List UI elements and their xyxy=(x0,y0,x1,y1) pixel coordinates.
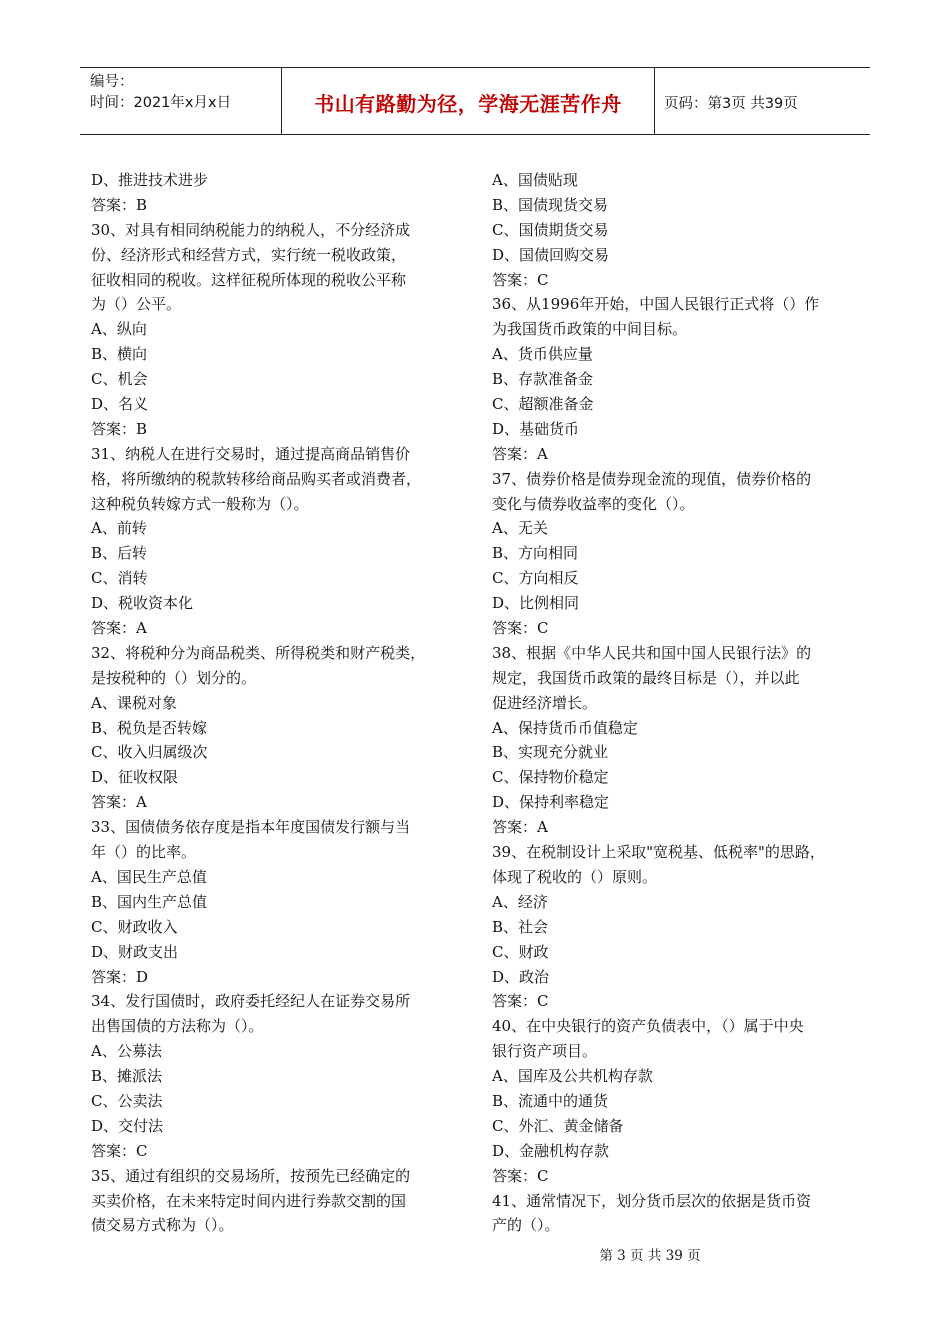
text-line: 年（）的比率。 xyxy=(91,843,197,862)
text-line: 变化与债券收益率的变化（）。 xyxy=(492,494,695,513)
text-line: D、名义 xyxy=(91,395,149,414)
text-line: 35、通过有组织的交易场所，按预先已经确定的 xyxy=(91,1166,411,1185)
text-line: 答案：A xyxy=(91,793,147,812)
text-line: 产的（）。 xyxy=(492,1216,560,1235)
text-line: C、方向相反 xyxy=(492,569,579,588)
text-line: A、保持货币币值稳定 xyxy=(492,718,638,737)
text-line: 答案：B xyxy=(91,419,148,438)
text-line: B、方向相同 xyxy=(492,544,579,563)
text-line: C、超额准备金 xyxy=(492,395,594,414)
text-line: 41、通常情况下，划分货币层次的依据是货币资 xyxy=(492,1191,812,1210)
text-line: 答案：D xyxy=(91,967,149,986)
text-line: D、基础货币 xyxy=(492,419,580,438)
text-line: C、机会 xyxy=(91,370,148,389)
text-line: D、金融机构存款 xyxy=(492,1141,610,1160)
text-line: B、后转 xyxy=(91,544,148,563)
text-line: B、横向 xyxy=(91,345,148,364)
header-divider xyxy=(654,68,655,134)
text-line: 答案：C xyxy=(492,270,549,289)
text-line: 答案：C xyxy=(91,1141,148,1160)
text-line: B、流通中的通货 xyxy=(492,1091,609,1110)
text-line: 36、从1996年开始，中国人民银行正式将（）作 xyxy=(492,295,820,314)
text-line: 答案：A xyxy=(492,444,548,463)
header-meta xyxy=(90,72,231,114)
text-line: 答案：A xyxy=(492,818,548,837)
text-line: 格，将所缴纳的税款转移给商品购买者或消费者， xyxy=(91,469,422,488)
text-line: D、税收资本化 xyxy=(91,594,194,613)
text-line: A、公募法 xyxy=(91,1042,162,1061)
text-line: D、比例相同 xyxy=(492,594,580,613)
text-line: B、社会 xyxy=(492,917,549,936)
text-line: 40、在中央银行的资产负债表中，（）属于中央 xyxy=(492,1017,804,1036)
text-line: 买卖价格，在未来特定时间内进行券款交割的国 xyxy=(91,1191,407,1210)
text-line: 债交易方式称为（）。 xyxy=(91,1216,234,1235)
text-line: B、税负是否转嫁 xyxy=(91,718,208,737)
text-line: 34、发行国债时，政府委托经纪人在证券交易所 xyxy=(91,992,411,1011)
text-line: D、政治 xyxy=(492,967,550,986)
text-line: B、国债现货交易 xyxy=(492,195,609,214)
text-line: A、经济 xyxy=(492,892,548,911)
text-line: 37、债券价格是债券现金流的现值，债券价格的 xyxy=(492,469,812,488)
text-line: A、前转 xyxy=(91,519,147,538)
left-column xyxy=(91,168,466,1238)
header-page-label: 页码：第3页 共39页 xyxy=(664,96,798,112)
text-line: 32、将税种分为商品税类、所得税类和财产税类， xyxy=(91,643,426,662)
text-line: 为我国货币政策的中间目标。 xyxy=(492,320,688,339)
page-header xyxy=(80,67,870,135)
text-line: 是按税种的（）划分的。 xyxy=(91,668,257,687)
document-date-label: 时间：2021年x月x日 xyxy=(90,95,232,111)
text-line: 答案：B xyxy=(91,195,148,214)
text-line: 征收相同的税收。这样征税所体现的税收公平称 xyxy=(91,270,407,289)
text-line: A、国库及公共机构存款 xyxy=(492,1067,653,1086)
text-line: 答案：C xyxy=(492,992,549,1011)
text-line: C、保持物价稳定 xyxy=(492,768,609,787)
text-line: A、国债贴现 xyxy=(492,171,578,189)
text-line: 银行资产项目。 xyxy=(492,1042,598,1061)
text-line: D、征收权限 xyxy=(91,768,179,787)
header-divider xyxy=(281,68,282,134)
text-line: 为（）公平。 xyxy=(91,295,182,314)
text-line: D、保持利率稳定 xyxy=(492,793,610,812)
text-line: B、国内生产总值 xyxy=(91,892,208,911)
text-line: 答案：C xyxy=(492,1166,549,1185)
text-line: D、推进技术进步 xyxy=(91,171,209,189)
text-line: A、国民生产总值 xyxy=(91,867,207,886)
text-line: C、财政 xyxy=(492,942,549,961)
text-line: 这种税负转嫁方式一般称为（）。 xyxy=(91,494,309,513)
text-line: B、实现充分就业 xyxy=(492,743,609,762)
text-line: 答案：A xyxy=(91,619,147,638)
text-line: 出售国债的方法称为（）。 xyxy=(91,1017,264,1036)
text-line: C、收入归属级次 xyxy=(91,743,208,762)
text-line: 31、纳税人在进行交易时，通过提高商品销售价 xyxy=(91,444,411,463)
text-line: D、交付法 xyxy=(91,1116,164,1135)
document-number-label: 编号： xyxy=(90,74,134,90)
text-line: C、财政收入 xyxy=(91,917,178,936)
text-line: A、纵向 xyxy=(91,320,147,339)
page-footer: 第 3 页 共 39 页 xyxy=(599,1248,701,1264)
text-line: C、国债期货交易 xyxy=(492,220,609,239)
text-line: 30、对具有相同纳税能力的纳税人，不分经济成 xyxy=(91,220,411,239)
right-column xyxy=(492,168,867,1238)
text-line: 促进经济增长。 xyxy=(492,693,598,712)
text-line: C、公卖法 xyxy=(91,1091,163,1110)
text-line: B、存款准备金 xyxy=(492,370,594,389)
text-line: 33、国债债务依存度是指本年度国债发行额与当 xyxy=(91,818,411,837)
text-line: D、国债回购交易 xyxy=(492,245,610,264)
text-line: D、财政支出 xyxy=(91,942,179,961)
text-line: A、无关 xyxy=(492,519,548,538)
text-line: B、摊派法 xyxy=(91,1067,163,1086)
text-line: 38、根据《中华人民共和国中国人民银行法》的 xyxy=(492,643,812,662)
text-line: 体现了税收的（）原则。 xyxy=(492,867,658,886)
header-motto: 书山有路勤为径，学海无涯苦作舟 xyxy=(314,92,622,116)
text-line: A、课税对象 xyxy=(91,693,177,712)
text-line: 39、在税制设计上采取"宽税基、低税率"的思路， xyxy=(492,843,825,862)
text-line: 份、经济形式和经营方式，实行统一税收政策， xyxy=(91,245,407,264)
text-line: C、外汇、黄金储备 xyxy=(492,1116,624,1135)
text-line: 答案：C xyxy=(492,619,549,638)
text-line: A、货币供应量 xyxy=(492,345,593,364)
text-line: 规定，我国货币政策的最终目标是（），并以此 xyxy=(492,668,800,687)
text-line: C、消转 xyxy=(91,569,148,588)
